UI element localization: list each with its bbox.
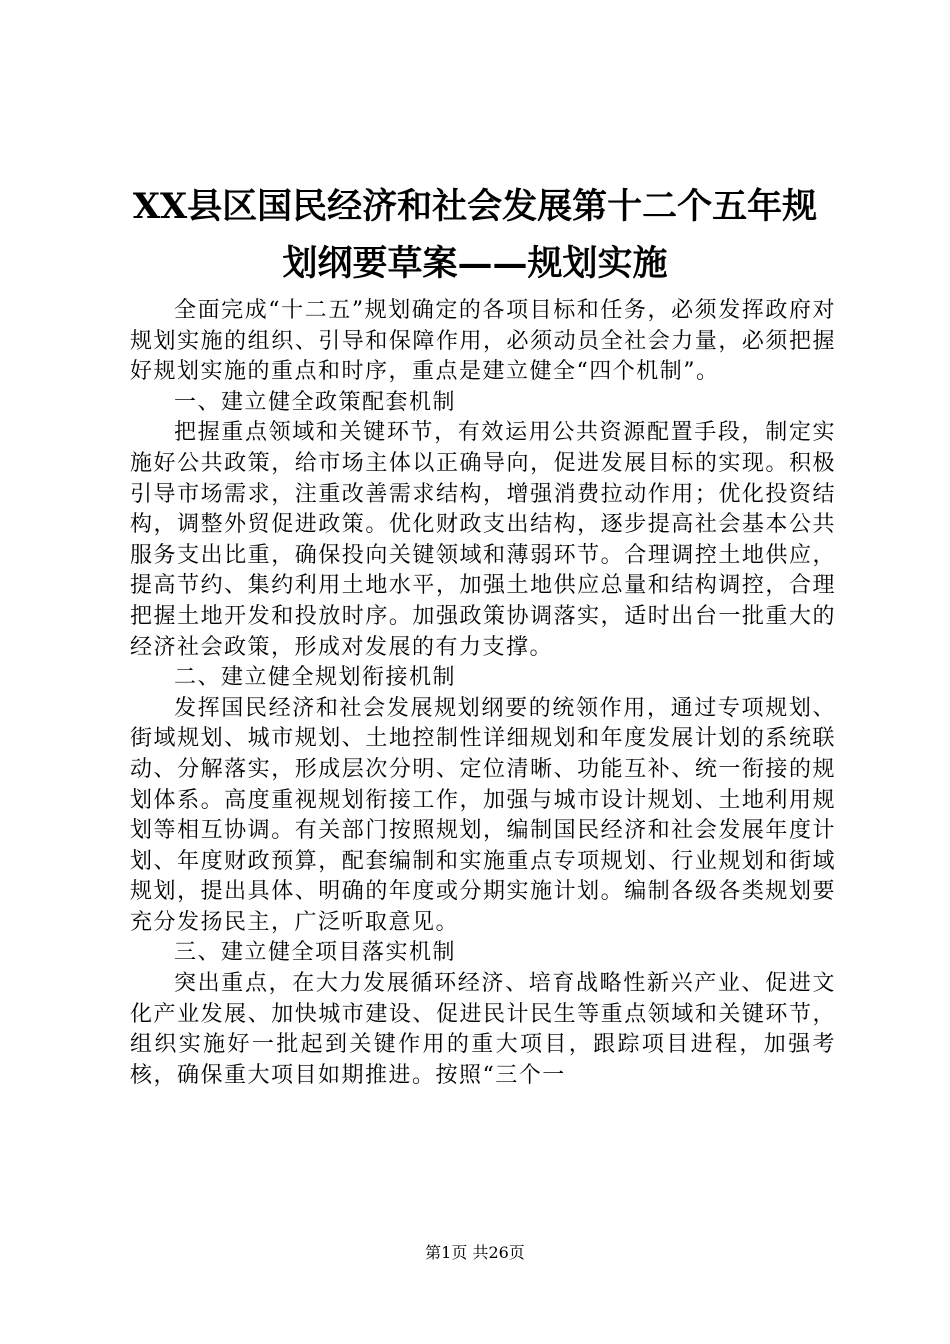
document-title (0, 178, 950, 292)
document-body (130, 296, 836, 1091)
section-body-1: 把握重点领域和关键环节，有效运用公共资源配置手段，制定实施好公共政策，给市场主体以正确导向，促进发展目标的实现。积极引导市场需求，注重改善需求结构，增强消费拉动作用；优化投资结构，调整外贸促进政策。优化财政支出结构，逐步提高社会基本公共服务支出比重，确保投向关键领域和薄弱环节。合理调控土地供应，提高节约、集约利用土地水平，加强土地供应总量和结构调控，合理把握土地开发和投放时序。加强政策协调落实，适时出台一批重大的经济社会政策，形成对发展的有力支撑。 (130, 420, 836, 660)
title-line-2: 划纲要草案——规划实施 (282, 243, 668, 284)
section-heading-2: 二、建立健全规划衔接机制 (174, 665, 457, 691)
section-heading-3: 三、建立健全项目落实机制 (174, 940, 457, 966)
page-footer: 第1页 共26页 (425, 1243, 525, 1262)
title-line-1: XX县区国民经济和社会发展第十二个五年规 (132, 186, 818, 227)
section-body-2: 发挥国民经济和社会发展规划纲要的统领作用，通过专项规划、街域规划、城市规划、土地控制性详细规划和年度发展计划的系统联动、分解落实，形成层次分明、定位清晰、功能互补、统一衔接的规划体系。高度重视规划衔接工作，加强与城市设计规划、土地利用规划等相互协调。有关部门按照规划，编制国民经济和社会发展年度计划、年度财政预算，配套编制和实施重点专项规划、行业规划和街域规划，提出具体、明确的年度或分期实施计划。编制各级各类规划要充分发扬民主，广泛听取意见。 (130, 695, 836, 935)
section-body-3: 突出重点，在大力发展循环经济、培育战略性新兴产业、促进文化产业发展、加快城市建设、促进民计民生等重点领域和关键环节，组织实施好一批起到关键作用的重大项目，跟踪项目进程，加强考核，确保重大项目如期推进。按照“三个一 (130, 971, 836, 1088)
intro-paragraph: 全面完成“十二五”规划确定的各项目标和任务，必须发挥政府对规划实施的组织、引导和保障作用，必须动员全社会力量，必须把握好规划实施的重点和时序，重点是建立健全“四个机制”。 (130, 298, 836, 385)
section-heading-1: 一、建立健全政策配套机制 (174, 389, 457, 415)
